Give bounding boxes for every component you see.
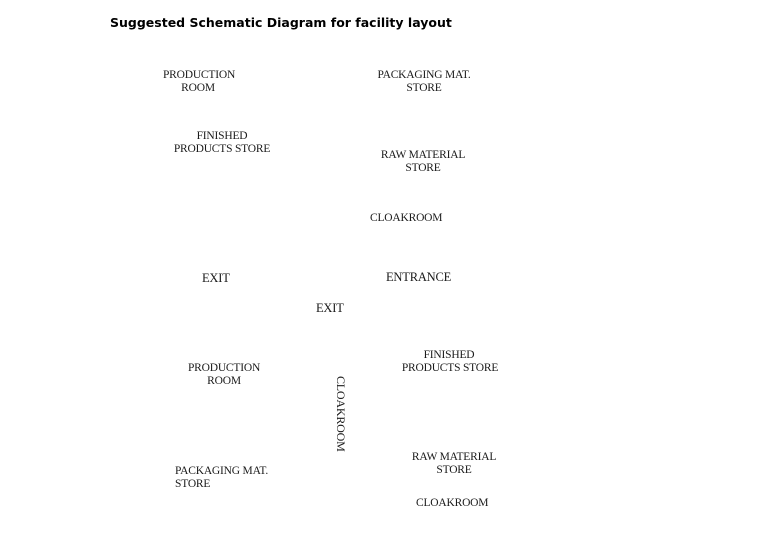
diagram-title: Suggested Schematic Diagram for facility layout	[110, 15, 452, 30]
layout1-finished-products-store-line2: PRODUCTS STORE	[173, 143, 271, 155]
layout2-finished-products-store-label	[394, 349, 506, 375]
layout1-raw-material-store-label	[370, 149, 476, 175]
layout1-production-room-line1: PRODUCTION	[162, 69, 236, 81]
layout2-exit-label: EXIT	[316, 301, 344, 315]
layout1-finished-products-store-line1: FINISHED	[196, 130, 248, 142]
layout1-finished-products-store-label	[166, 130, 278, 156]
layout2-cloakroom-vertical-label: CLOAKROOM	[334, 376, 348, 452]
layout2-packaging-store-line1: PACKAGING MAT.	[175, 465, 269, 477]
layout1-packaging-store-line2: STORE	[406, 82, 442, 94]
layout2-raw-material-store-line1: RAW MATERIAL	[411, 451, 497, 463]
layout2-finished-products-store-line2: PRODUCTS STORE	[401, 362, 499, 374]
layout1-cloakroom-label: CLOAKROOM	[370, 212, 443, 224]
layout1-production-room-line2: ROOM	[181, 82, 215, 94]
layout2-finished-products-store-line1: FINISHED	[423, 349, 475, 361]
layout2-raw-material-store-label	[401, 451, 507, 477]
layout2-production-room-label	[176, 362, 272, 388]
layout2-cloakroom-label: CLOAKROOM	[416, 497, 489, 509]
layout1-production-room-label	[150, 69, 248, 95]
layout2-production-room-line1: PRODUCTION	[187, 362, 261, 374]
layout1-packaging-store-line1: PACKAGING MAT.	[377, 69, 471, 81]
layout1-raw-material-store-line1: RAW MATERIAL	[380, 149, 466, 161]
layout2-raw-material-store-line2: STORE	[436, 464, 472, 476]
layout1-exit-label: EXIT	[202, 271, 230, 285]
layout1-packaging-store-label	[368, 69, 480, 95]
layout2-packaging-store-label	[175, 465, 268, 491]
layout1-entrance-label: ENTRANCE	[386, 270, 452, 284]
layout1-raw-material-store-line2: STORE	[405, 162, 441, 174]
layout2-production-room-line2: ROOM	[207, 375, 241, 387]
layout2-packaging-store-line2: STORE	[175, 478, 211, 490]
